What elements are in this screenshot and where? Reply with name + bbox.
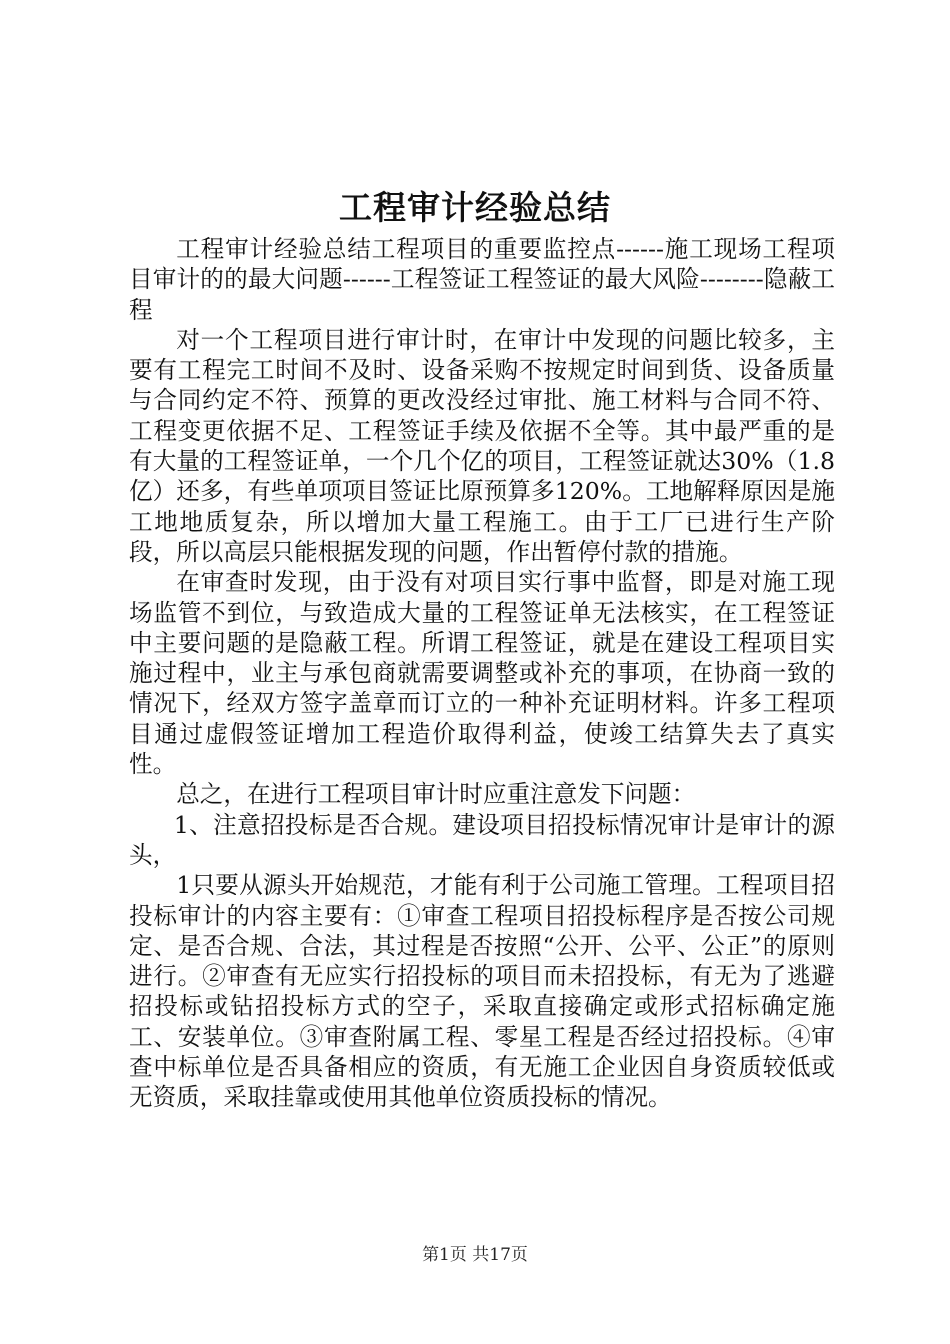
paragraph-summary: 总之，在进行工程项目审计时应重注意发下问题： [176, 780, 696, 809]
document-body [129, 234, 835, 1113]
paragraph-review-findings: 在审查时发现，由于没有对项目实行事中监督，即是对施工现场监管不到位，与致造成大量的工程签证单无法核实，在工程签证中主要问题的是隐蔽工程。所谓工程签证，就是在建设工程项目实施过程中，业主与承包商就需要调整或补充的事项，在协商一致的情况下，经双方签字盖章而订立的一种补充证明材料。许多工程项目通过虚假签证增加工程造价取得利益，使竣工结算失去了真实性。 [129, 568, 835, 779]
document-title: 工程审计经验总结 [339, 188, 611, 227]
paragraph-intro: 工程审计经验总结工程项目的重要监控点------施工现场工程项目审计的的最大问题------工程签证工程签证的最大风险--------隐蔽工程 [129, 235, 835, 324]
paragraph-point-1: 1、注意招投标是否合规。建设项目招投标情况审计是审计的源头， [129, 810, 835, 869]
paragraph-bidding-review: 1只要从源头开始规范，才能有利于公司施工管理。工程项目招投标审计的内容主要有：①审查工程项目招投标程序是否按公司规定、是否合规、合法，其过程是否按照“公开、公平、公正”的原则进行。②审查有无应实行招投标的项目而未招投标，有无为了逃避招投标或钻招投标方式的空子，采取直接确定或形式招标确定施工、安装单位。③审查附属工程、零星工程是否经过招投标。④审查中标单位是否具备相应的资质，有无施工企业因自身资质较低或无资质，采取挂靠或使用其他单位资质投标的情况。 [129, 871, 835, 1112]
page-number-footer: 第1页 共17页 [422, 1245, 528, 1265]
paragraph-audit-findings: 对一个工程项目进行审计时，在审计中发现的问题比较多，主要有工程完工时间不及时、设备采购不按规定时间到货、设备质量与合同约定不符、预算的更改没经过审批、施工材料与合同不符、工程变更依据不足、工程签证手续及依据不全等。其中最严重的是有大量的工程签证单，一个几个亿的项目，工程签证就达30%（1.8亿）还多，有些单项项目签证比原预算多120%。工地解释原因是施工地地质复杂，所以增加大量工程施工。由于工厂已进行生产阶段，所以高层只能根据发现的问题，作出暂停付款的措施。 [129, 325, 835, 566]
